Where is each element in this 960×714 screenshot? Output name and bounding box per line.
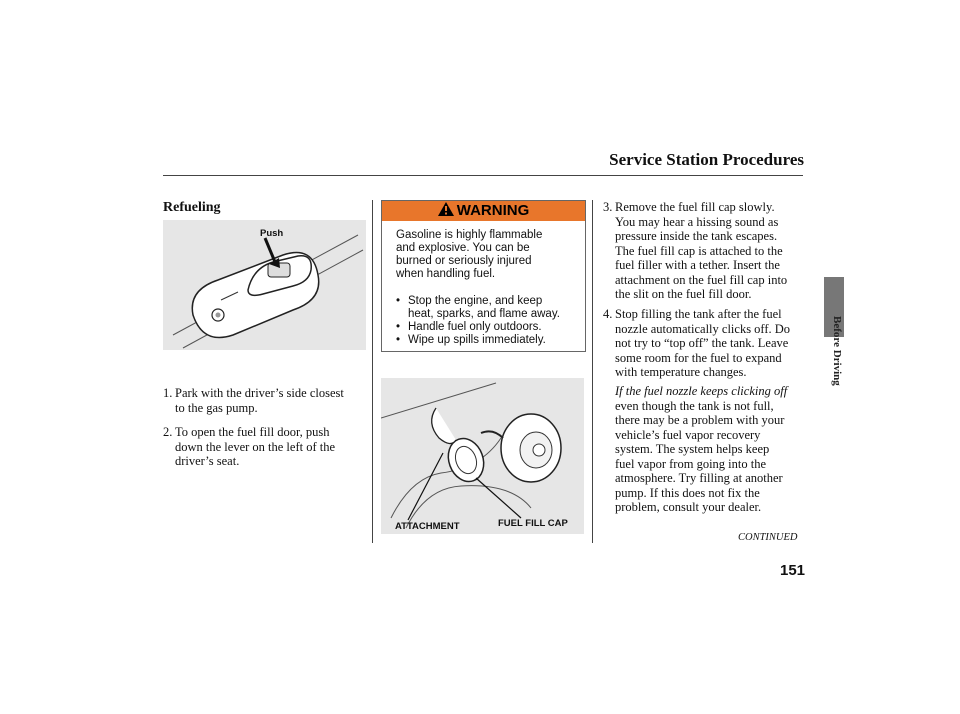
warning-bullet-3: [396, 334, 581, 347]
section-tab-label: Before Driving: [831, 316, 843, 386]
step-number: 3.: [603, 200, 613, 214]
bullet-dot-icon: •: [396, 334, 401, 346]
note-line: system. The system helps keep: [615, 442, 770, 456]
step-line: to the gas pump.: [175, 400, 258, 415]
warning-header: [382, 201, 585, 221]
warning-bullet-2: [396, 321, 581, 334]
warning-box: [381, 200, 586, 352]
warning-intro-line: burned or seriously injured: [396, 255, 532, 267]
warning-bullet-line: Stop the engine, and keep: [408, 295, 543, 307]
bullet-dot-icon: •: [396, 295, 401, 307]
warning-bullet-1: [396, 295, 581, 321]
step-line: To open the fuel fill door, push: [175, 425, 330, 439]
step-line: some room for the fuel to expand: [615, 350, 782, 365]
warning-bullet-line: Handle fuel only outdoors.: [408, 321, 542, 333]
warning-bullet-line: heat, sparks, and flame away.: [408, 308, 560, 320]
nozzle-clicking-note: [615, 384, 815, 515]
step-line: The fuel fill cap is attached to the: [615, 243, 783, 258]
fuel-door-lever-illustration: [163, 220, 366, 350]
note-line: even though the tank is not full,: [615, 398, 774, 413]
warning-intro-line: when handling fuel.: [396, 268, 496, 280]
step-line: down the lever on the left of the: [175, 439, 336, 454]
section-heading: Refueling: [163, 200, 221, 215]
note-line: fuel vapor from going into the: [615, 456, 767, 471]
step-line: Stop filling the tank after the fuel: [615, 307, 782, 321]
step-line: pressure inside the tank escapes.: [615, 229, 778, 243]
page-title: Service Station Procedures: [609, 150, 804, 169]
step-line: not try to “top off” the tank. Leave: [615, 336, 789, 350]
warning-bullet-line: Wipe up spills immediately.: [408, 334, 546, 346]
column-divider-left: [372, 200, 373, 543]
note-line: vehicle’s fuel vapor recovery: [615, 427, 761, 442]
column-divider-right: [592, 200, 593, 543]
note-lead: If the fuel nozzle keeps clicking off: [615, 384, 788, 398]
fuel-fill-cap-label: FUEL FILL CAP: [498, 518, 568, 529]
step-line: Remove the fuel fill cap slowly.: [615, 200, 775, 214]
step-number: 2.: [163, 425, 173, 439]
note-line: atmosphere. Try filling at another: [615, 471, 783, 485]
step-line: Park with the driver’s side closest: [175, 386, 344, 400]
fuel-door-lever-figure: [163, 220, 366, 350]
step-line: fuel filler with a tether. Insert the: [615, 258, 780, 272]
step-line: nozzle automatically clicks off. Do: [615, 321, 791, 336]
step-line: the slit on the fuel fill door.: [615, 287, 752, 301]
step-number: 1.: [163, 386, 173, 400]
fuel-fill-cap-illustration: [381, 378, 584, 534]
attachment-label: ATTACHMENT: [395, 521, 460, 532]
warning-intro-line: and explosive. You can be: [396, 242, 530, 254]
page-number: 151: [780, 562, 806, 579]
note-line: there may be a problem with your: [615, 413, 785, 427]
fuel-fill-cap-figure: [381, 378, 584, 534]
continued-label: CONTINUED: [738, 532, 798, 543]
note-line: problem, consult your dealer.: [615, 500, 762, 514]
warning-triangle-icon: [438, 202, 454, 216]
push-label: Push: [260, 228, 284, 239]
warning-intro: [396, 229, 542, 281]
step-line: with temperature changes.: [615, 365, 747, 379]
warning-intro-line: Gasoline is highly flammable: [396, 229, 543, 241]
step-line: driver’s seat.: [175, 454, 240, 468]
step-line: You may hear a hissing sound as: [615, 214, 779, 229]
header-rule: [163, 175, 803, 176]
bullet-dot-icon: •: [396, 321, 401, 333]
step-line: attachment on the fuel fill cap into: [615, 272, 788, 287]
note-line: pump. If this does not fix the: [615, 485, 760, 500]
warning-title: WARNING: [456, 202, 530, 219]
step-number: 4.: [603, 307, 613, 321]
